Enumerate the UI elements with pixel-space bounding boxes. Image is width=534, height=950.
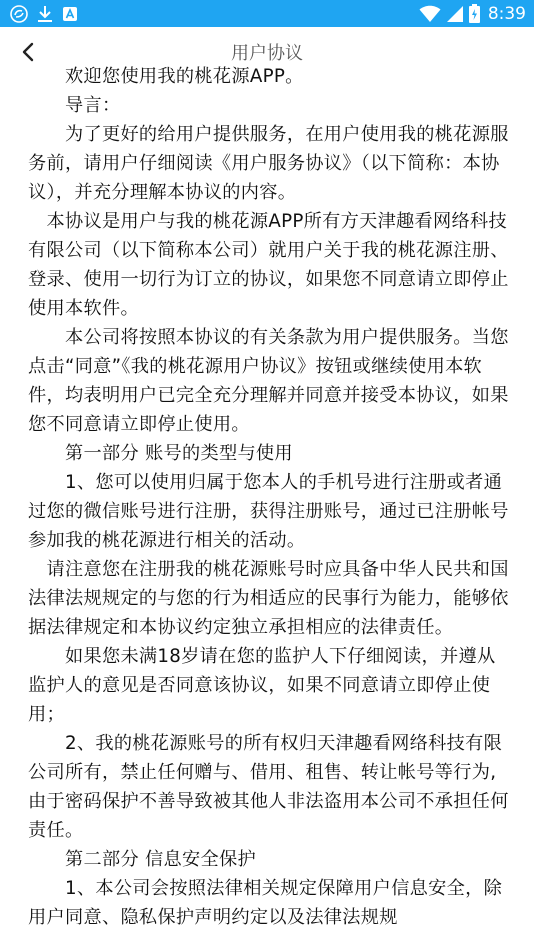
paragraph: 欢迎您使用我的桃花源APP。 [28, 66, 304, 87]
paragraph: 本公司将按照本协议的有关条款为用户提供服务。当您点击“同意”《我的桃花源用户协议》按钮或继续使用本软件，均表明用户已完全充分理解并同意并接受本协议，如果您不同意请立即停止使用。 [28, 327, 509, 435]
paragraph: 为了更好的给用户提供服务，在用户使用我的桃花源服务前，请用户仔细阅读《用户服务协议》（以下简称：本协议），并充分理解本协议的内容。 [28, 124, 509, 203]
status-bar [0, 0, 534, 27]
section-heading: 第二部分 信息安全保护 [28, 849, 256, 870]
app-badge-icon [62, 6, 78, 22]
download-icon [37, 5, 53, 23]
agreement-content [28, 62, 510, 932]
paragraph: 本协议是用户与我的桃花源APP所有方天津趣看网络科技有限公司（以下简称本公司）就用户关于我的桃花源注册、登录、使用一切行为订立的协议，如果您不同意请立即停止使用本软件。 [28, 211, 509, 319]
status-time: 8:39 [487, 3, 526, 24]
battery-icon [469, 4, 480, 23]
paragraph: 2、我的桃花源账号的所有权归天津趣看网络科技有限公司所有，禁止任何赠与、借用、租售、转让帐号等行为,由于密码保护不善导致被其他人非法盗用本公司不承担任何责任。 [28, 733, 509, 841]
paragraph: 如果您未满18岁请在您的监护人下仔细阅读，并遵从监护人的意见是否同意该协议，如果不同意请立即停止使用； [28, 646, 496, 725]
app-notification-icon [10, 5, 28, 23]
signal-icon [446, 5, 464, 23]
paragraph: 1、本公司会按照法律相关规定保障用户信息安全，除用户同意、隐私保护声明约定以及法律法规规 [28, 878, 503, 928]
paragraph: 导言： [28, 95, 121, 116]
page-title: 用户协议 [231, 43, 303, 64]
wifi-icon [419, 5, 441, 23]
paragraph: 1、您可以使用归属于您本人的手机号进行注册或者通过您的微信账号进行注册，获得注册账号，通过已注册帐号参加我的桃花源进行相关的活动。 [28, 472, 509, 551]
section-heading: 第一部分 账号的类型与使用 [28, 443, 293, 464]
paragraph: 请注意您在注册我的桃花源账号时应具备中华人民共和国法律法规规定的与您的行为相适应的民事行为能力，能够依据法律规定和本协议约定独立承担相应的法律责任。 [28, 559, 509, 638]
